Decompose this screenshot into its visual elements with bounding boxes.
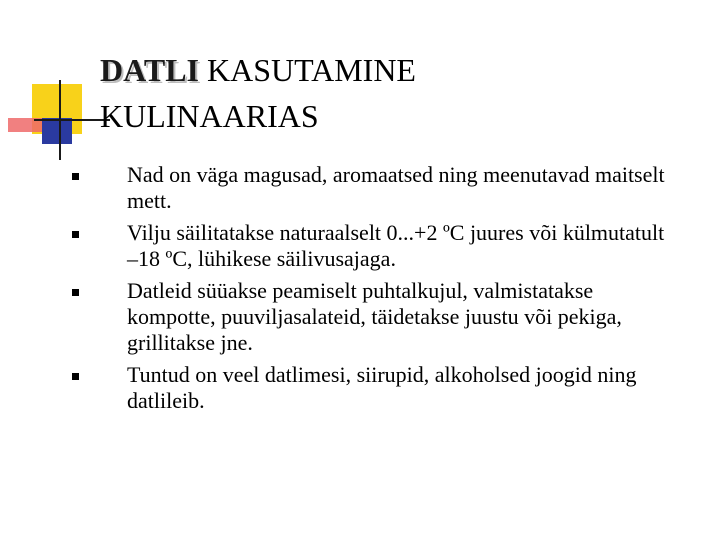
bullet-item [72,220,672,272]
bullet-square-icon [72,373,79,380]
slide-title [100,50,700,136]
bullet-list [72,162,672,420]
title-decoration-graphic [0,0,110,170]
title-rest: KASUTAMINE [198,52,416,88]
bullet-text: Nad on väga magusad, aromaatsed ning meenutavad maitselt mett. [127,162,665,213]
title-line-2: KULINAARIAS [100,98,319,134]
bullet-text: Datleid süüakse peamiselt puhtalkujul, valmistatakse kompotte, puuviljasalateid, täidetakse juustu või pekiga, grillitakse jne. [127,278,622,355]
bullet-text: Tuntud on veel datlimesi, siirupid, alkoholsed joogid ning datlileib. [127,362,637,413]
bullet-item [72,162,672,214]
deco-blue-square [42,118,72,144]
bullet-square-icon [72,173,79,180]
title-line-1 [100,50,700,90]
title-strong-word: DATLI [100,52,199,88]
bullet-square-icon [72,289,79,296]
bullet-square-icon [72,231,79,238]
bullet-text: Vilju säilitatakse naturaalselt 0...+2 ºC juures või külmutatult –18 ºC, lühikese säilivusajaga. [127,220,665,271]
bullet-item [72,278,672,356]
bullet-item [72,362,672,414]
